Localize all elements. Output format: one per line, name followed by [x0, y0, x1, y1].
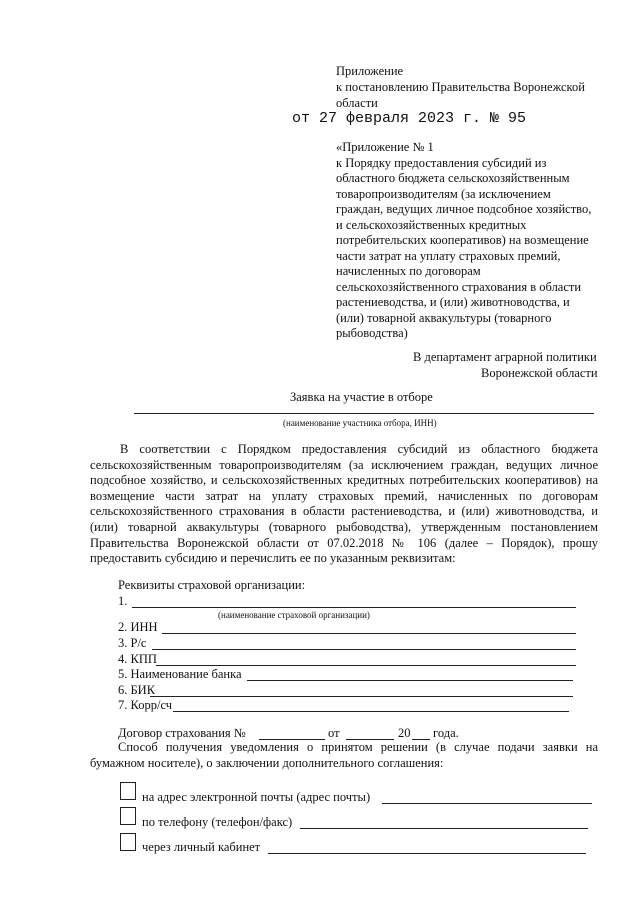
appendix-line: начисленных по договорам: [336, 264, 481, 278]
appendix-line: товаропроизводителям (за исключением: [336, 186, 551, 201]
item-7-label: 7. Корр/сч: [118, 698, 173, 712]
contract-from: от: [328, 726, 340, 740]
insurer-caption: (наименование страховой организации): [218, 610, 370, 620]
item-1-label: 1.: [118, 594, 128, 608]
main-paragraph: В соответствии с Порядком предоставления субсидий из областного бюджета сельскохозяйственным товаропроизводителям (за исключением граждан, ведущих личное подсобное хозяйство, и сельскохозяйственных кредитных потребительских кооперативов) на возмещение части затрат на уплату страховых премий, начисленных по договорам сельскохозяйственного страхования в области растениеводства, и (или) животноводства, и (или) товарной аквакультуры (товарного рыбоводства), утвержденным постановлением Правительства Воронежской области от 07.02.2018 № 106 (далее – Порядок), прошу предоставить субсидию и перечислить ее по указанным реквизитам:: [90, 442, 598, 566]
bik-input[interactable]: [150, 696, 573, 697]
form-title: Заявка на участие в отборе: [290, 390, 433, 404]
email-option-checkbox[interactable]: [120, 782, 136, 800]
header-appendix-label: Приложение: [336, 64, 404, 78]
header-resolution-line: к постановлению Правительства Воронежской: [336, 80, 585, 94]
appendix-block: [336, 140, 626, 342]
phone-input[interactable]: [300, 828, 588, 829]
email-option-label: на адрес электронной почты (адрес почты): [142, 790, 371, 804]
appendix-line: областного бюджета сельскохозяйственным: [336, 171, 570, 185]
header-region-line: области: [336, 96, 378, 110]
corr-account-input[interactable]: [173, 711, 569, 712]
appendix-line: граждан, ведущих личное подсобное хозяйство,: [336, 202, 592, 216]
appendix-line: части затрат на уплату страховых премий,: [336, 248, 561, 263]
item-2-label: 2. ИНН: [118, 620, 158, 634]
item-6-label: 6. БИК: [118, 683, 156, 697]
cabinet-option-checkbox[interactable]: [120, 833, 136, 851]
kpp-input[interactable]: [156, 665, 576, 666]
bank-name-input[interactable]: [247, 680, 573, 681]
item-3-label: 3. Р/с: [118, 636, 147, 650]
cabinet-option-label: через личный кабинет: [142, 840, 261, 854]
account-input[interactable]: [152, 649, 576, 650]
phone-option-label: по телефону (телефон/факс): [142, 815, 293, 829]
participant-input-line[interactable]: [134, 413, 594, 414]
cabinet-input[interactable]: [268, 853, 586, 854]
phone-option-checkbox[interactable]: [120, 807, 136, 825]
requisites-title: Реквизиты страховой организации:: [118, 578, 306, 592]
appendix-line: к Порядку предоставления субсидий из: [336, 155, 547, 170]
email-address-input[interactable]: [382, 803, 592, 804]
appendix-line: (или) товарной аквакультуры (товарного: [336, 310, 552, 325]
appendix-line: «Приложение № 1: [336, 140, 434, 154]
inn-input[interactable]: [162, 633, 576, 634]
appendix-line: рыбоводства): [336, 326, 408, 340]
item-5-label: 5. Наименование банка: [118, 667, 242, 681]
participant-caption: (наименование участника отбора, ИНН): [283, 418, 437, 428]
contract-year-suffix: года.: [433, 726, 459, 740]
appendix-line: потребительских кооперативов) на возмещение: [336, 233, 589, 247]
header-date-stamp: от 27 февраля 2023 г. № 95: [292, 110, 527, 127]
appendix-line: растениеводства, и (или) животноводства, и: [336, 295, 570, 309]
item-4-label: 4. КПП: [118, 652, 157, 666]
notify-paragraph: Способ получения уведомления о принятом решении (в случае подачи заявки на бумажном носителе), о заключении дополнительного соглашения:: [90, 740, 598, 770]
contract-prefix: Договор страхования №: [118, 726, 246, 740]
appendix-line: и сельскохозяйственных кредитных: [336, 217, 527, 232]
appendix-line: сельскохозяйственного страхования в области: [336, 279, 582, 294]
addressee-line-2: Воронежской области: [481, 366, 598, 380]
addressee-line-1: В департамент аграрной политики: [413, 350, 597, 364]
contract-year-prefix: 20: [398, 726, 411, 740]
insurer-name-input[interactable]: [132, 607, 576, 608]
